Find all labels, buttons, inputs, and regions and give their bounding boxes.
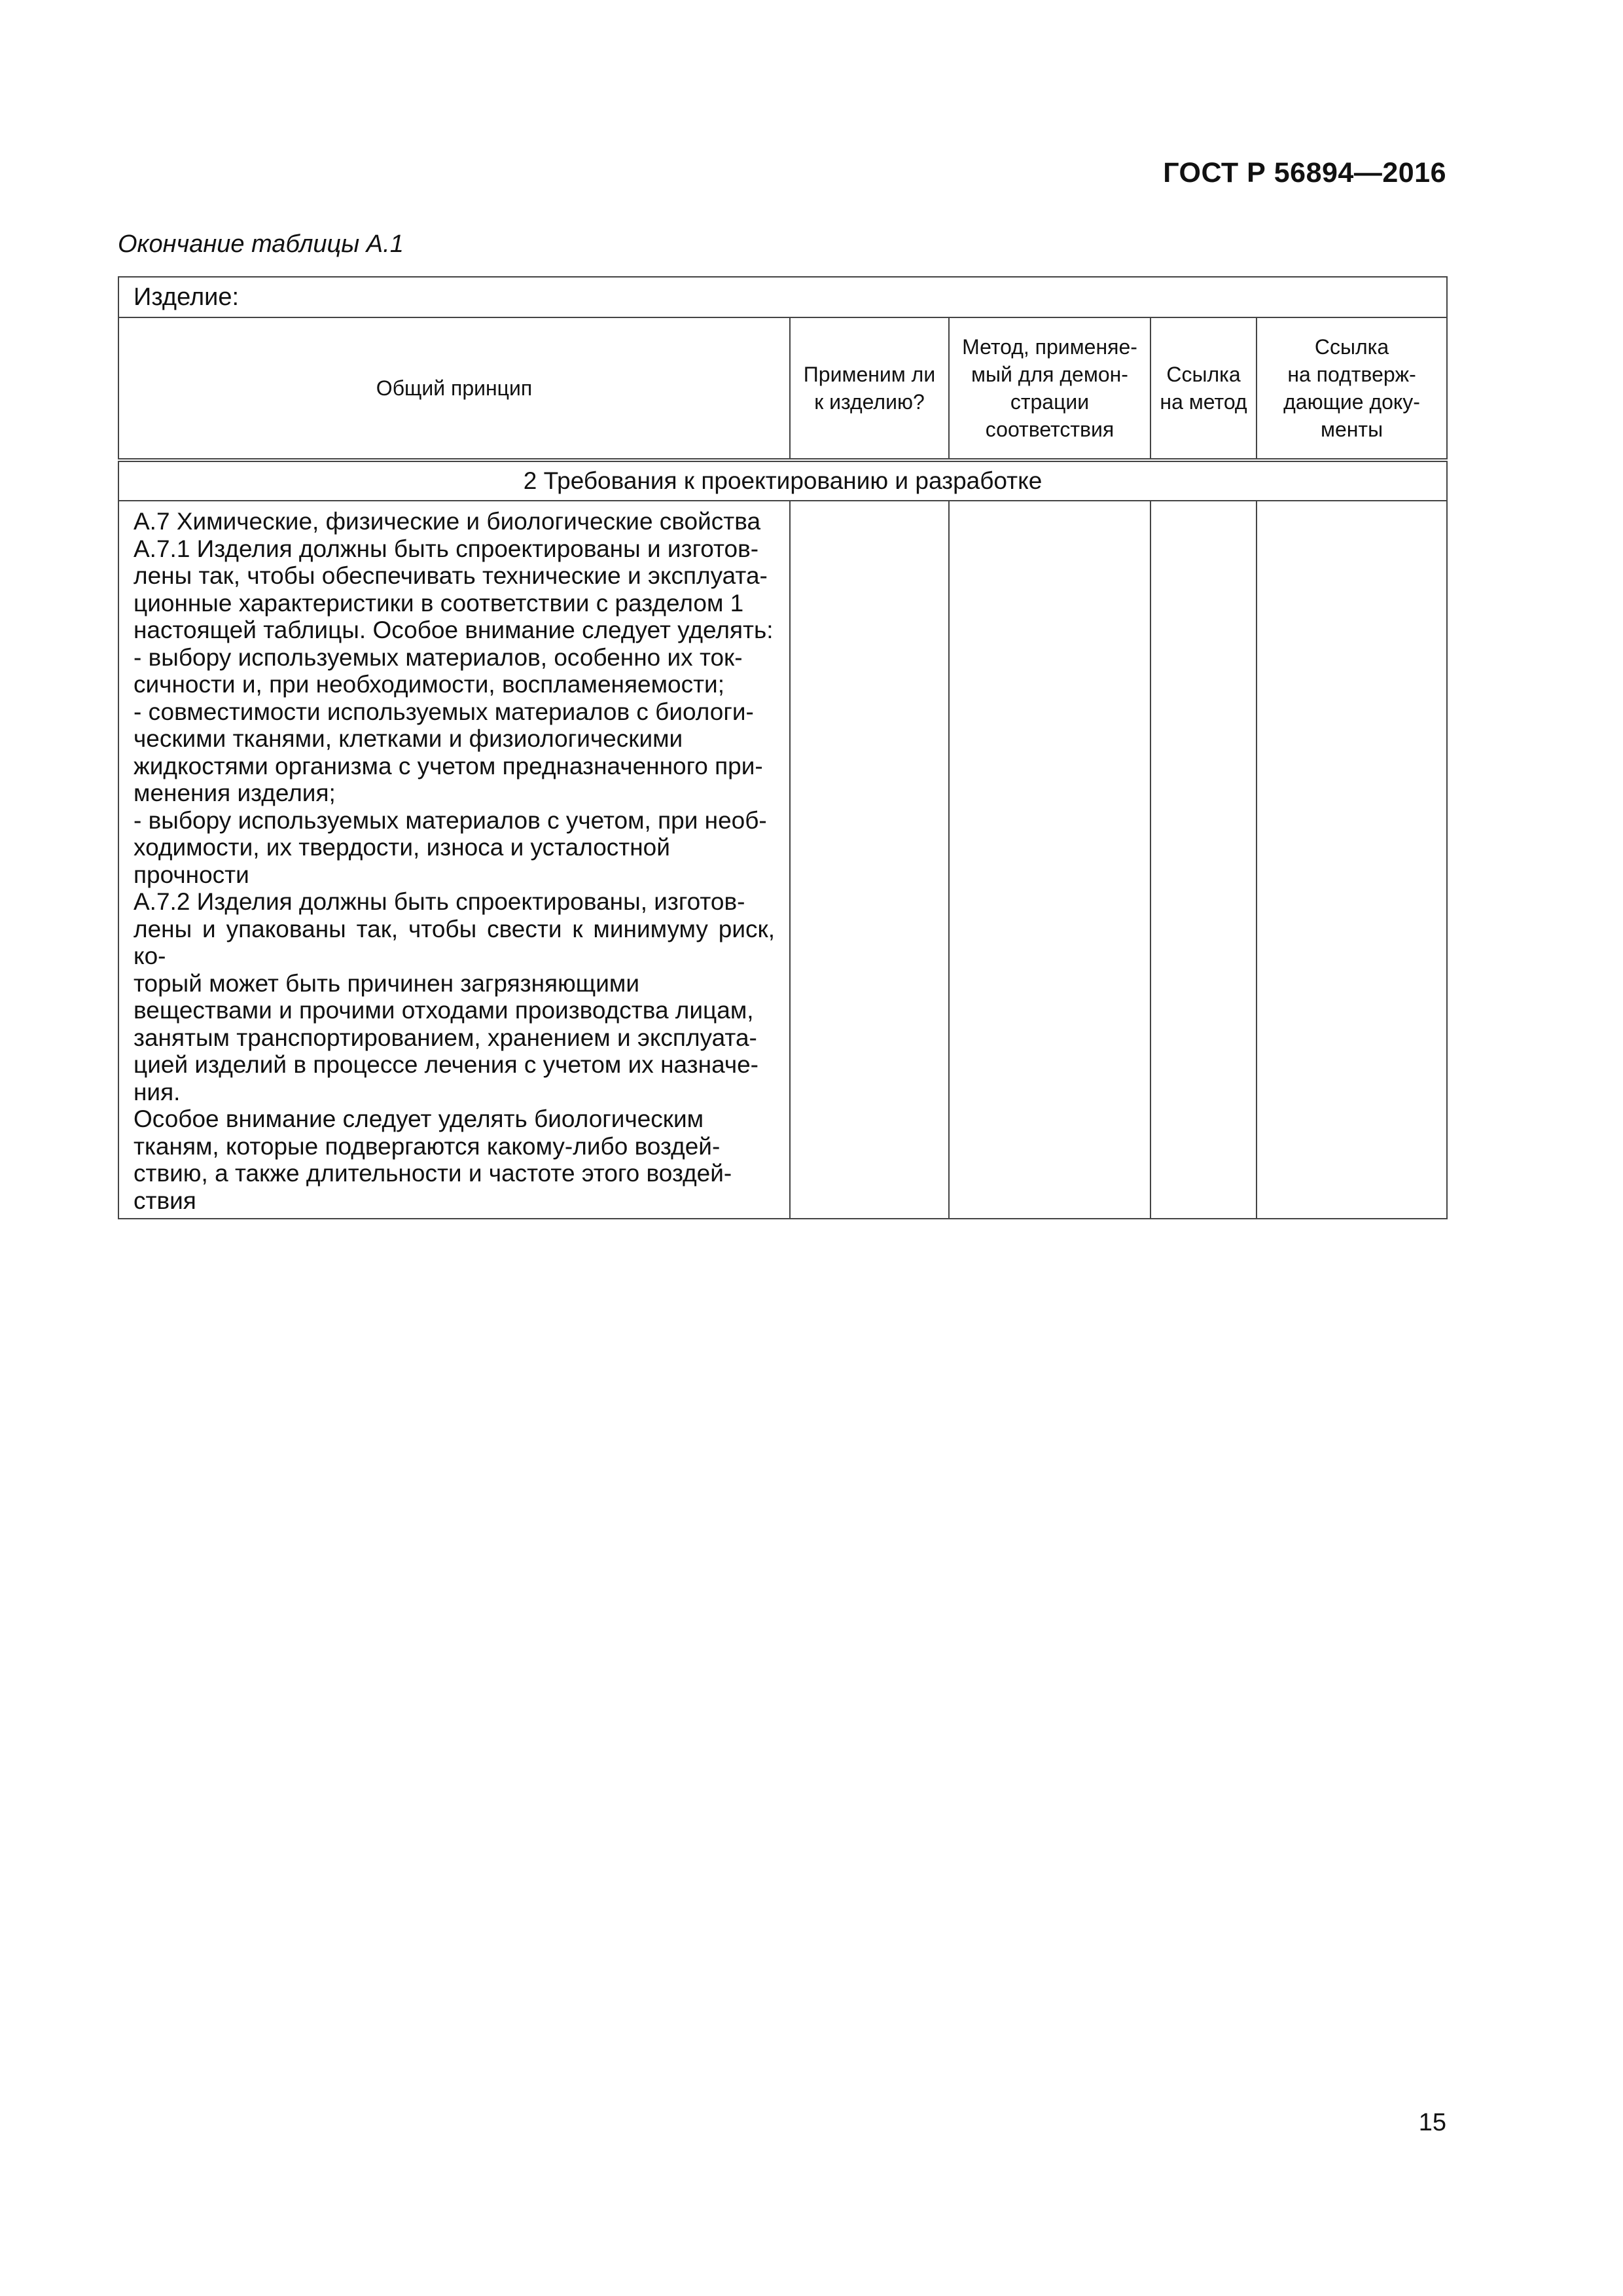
- principle-line: - совместимости используемых материалов с биологи-: [134, 698, 754, 725]
- principle-line: - выбору используемых материалов, особенно их ток-: [134, 643, 743, 671]
- principle-line: ствию, а также длительности и частоте этого воздей-: [134, 1160, 732, 1187]
- requirements-table: [118, 276, 1448, 1219]
- section-row: [118, 460, 1447, 501]
- col-header-method-ref-text: Ссылка на метод: [1160, 363, 1247, 414]
- product-label: Изделие:: [118, 277, 1447, 317]
- col-header-method-text: Метод, применяе- мый для демон- страции соответствия: [962, 335, 1137, 441]
- principle-line: ствия: [134, 1187, 196, 1214]
- principle-cell: [118, 501, 790, 1219]
- docs-ref-cell[interactable]: [1257, 501, 1447, 1219]
- col-header-docs-ref-text: Ссылка на подтверж- дающие доку- менты: [1283, 335, 1420, 441]
- method-cell[interactable]: [949, 501, 1150, 1219]
- principle-line: ходимости, их твердости, износа и усталостной: [134, 834, 670, 861]
- principle-line: веществами и прочими отходами производства лицам,: [134, 997, 754, 1024]
- principle-line: занятым транспортированием, хранением и эксплуата-: [134, 1024, 757, 1051]
- principle-line: цией изделий в процессе лечения с учетом их назначе-: [134, 1051, 759, 1078]
- table-row: [118, 501, 1447, 1219]
- col-header-principle-text: Общий принцип: [376, 376, 533, 400]
- principle-line: лены так, чтобы обеспечивать технические и эксплуата-: [134, 562, 768, 589]
- principle-line: А.7.1 Изделия должны быть спроектированы и изготов-: [134, 535, 759, 562]
- principle-line: ционные характеристики в соответствии с разделом 1: [134, 589, 744, 617]
- principle-text: [119, 501, 789, 1218]
- principle-line: торый может быть причинен загрязняющими: [134, 969, 640, 997]
- col-header-method-ref: [1150, 317, 1257, 460]
- section-title: 2 Требования к проектированию и разработке: [118, 460, 1447, 501]
- principle-line: лены и упакованы так, чтобы свести к минимуму риск, ко-: [134, 915, 775, 969]
- principle-line: жидкостями организма с учетом предназначенного при-: [134, 752, 763, 780]
- principle-line: Особое внимание следует уделять биологическим: [134, 1105, 704, 1132]
- principle-line: менения изделия;: [134, 780, 336, 806]
- method-ref-cell[interactable]: [1150, 501, 1257, 1219]
- col-header-docs-ref: [1257, 317, 1447, 460]
- standard-code: ГОСТ Р 56894—2016: [1163, 157, 1446, 188]
- table-caption: Окончание таблицы А.1: [118, 230, 404, 258]
- col-header-principle: [118, 317, 790, 460]
- column-header-row: [118, 317, 1447, 460]
- principle-line: ния.: [134, 1078, 181, 1105]
- product-row: [118, 277, 1447, 317]
- col-header-method: [949, 317, 1150, 460]
- principle-line: А.7.2 Изделия должны быть спроектированы, изготов-: [134, 888, 745, 915]
- principle-line: прочности: [134, 861, 249, 888]
- principle-line: ческими тканями, клетками и физиологическими: [134, 725, 683, 752]
- principle-line: тканям, которые подвергаются какому-либо воздей-: [134, 1132, 721, 1160]
- col-header-applicable-text: Применим ли к изделию?: [803, 363, 936, 414]
- principle-line: - выбору используемых материалов с учетом, при необ-: [134, 806, 767, 834]
- col-header-applicable: [790, 317, 949, 460]
- applicable-cell[interactable]: [790, 501, 949, 1219]
- principle-line: А.7 Химические, физические и биологические свойства: [134, 508, 761, 535]
- principle-line: сичности и, при необходимости, воспламеняемости;: [134, 671, 724, 698]
- page-number: 15: [1418, 2109, 1446, 2136]
- principle-line: настоящей таблицы. Особое внимание следует уделять:: [134, 617, 774, 643]
